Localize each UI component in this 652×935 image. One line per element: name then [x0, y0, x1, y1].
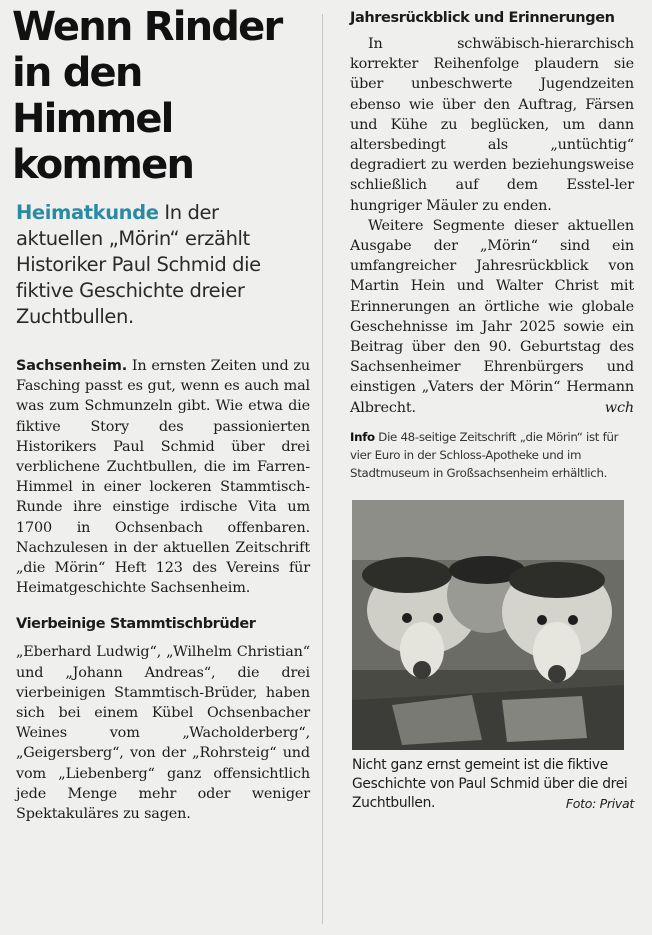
headline-line-1: Wenn Rinder — [12, 4, 282, 50]
section1-paragraph — [16, 642, 310, 824]
info-text: Die 48-seitige Zeitschrift „die Mörin“ ist für vier Euro in der Schloss-Apotheke und im Stadtmuseum in Großsachsenheim erhältlich. — [350, 429, 619, 480]
teaser — [16, 200, 310, 330]
section-heading-2: Jahresrückblick und Erinnerungen — [350, 10, 615, 26]
info-box — [350, 428, 634, 482]
intro-paragraph — [16, 356, 310, 598]
section1-text: „Eberhard Ludwig“, „Wilhelm Christian“ und „Johann Andreas“, die drei vierbeinigen Stammtisch-Brüder, haben sich bei einem Kübel Ochsenbacher Weines vom „Wacholderberg“, „Geigersberg“, von der „Rohrsteig“ und vom „Liebenberg“ ganz offensichtlich jede Menge mehr oder weniger Spektakuläres zu sagen. — [16, 644, 310, 823]
section-heading-1: Vierbeinige Stammtischbrüder — [16, 616, 256, 633]
info-label: Info — [350, 429, 375, 444]
author-signature: wch — [604, 399, 634, 416]
teaser-kicker: Heimatkunde — [16, 201, 159, 224]
photo-credit: Foto: Privat — [565, 795, 634, 811]
article-photo — [352, 500, 624, 750]
photo-caption-block — [352, 756, 634, 813]
photo-caption: Nicht ganz ernst gemeint ist die fiktive Geschichte von Paul Schmid über die drei Zuchtbullen. — [352, 756, 628, 811]
section2-paragraph-2-text: Weitere Segmente dieser aktuellen Ausgabe der „Mörin“ sind ein umfangreicher Jahresrückblick von Martin Hein und Walter Christ mit Erinnerungen an örtliche wie globale Geschehnisse im Jahr 2025 sowie ein Beitrag über den 90. Geburtstag des Sachsenheimer Ehrenbürgers und einstigen „Vaters der Mörin“ Hermann Albrecht. — [350, 217, 634, 416]
column-divider — [322, 14, 323, 924]
teaser-text: In der aktuellen „Mörin“ erzählt Historiker Paul Schmid die fiktive Geschichte dreier Zuchtbullen. — [16, 201, 261, 328]
headline-line-2: in den Himmel — [12, 50, 173, 142]
section2-paragraph-2 — [350, 216, 634, 418]
intro-text: In ernsten Zeiten und zu Fasching passt es gut, wenn es auch mal was zum Schmunzeln gibt. Wie etwa die fiktive Story des passionierten Historikers Paul Schmid über drei verblichene Zuchtbullen, die im Farren-Himmel in einer lockeren Stammtisch-Runde ihre einstige irdische Vita um 1700 in Ochsenbach offenbaren. Nachzulesen in der aktuellen Zeitschrift „die Mörin“ Heft 123 des Vereins für Heimatgeschichte Sachsenheim. — [16, 358, 310, 597]
left-column — [10, 0, 310, 824]
right-column — [342, 0, 634, 813]
bulls-illustration — [352, 500, 624, 750]
dateline: Sachsenheim. — [16, 358, 128, 374]
headline-line-3: kommen — [12, 142, 194, 188]
headline — [12, 4, 310, 188]
section2-paragraph-1: In schwäbisch-hierarchisch korrekter Reihenfolge plaudern sie über unbeschwerte Jugendzeiten ebenso wie über den Auftrag, Färsen und Kühe zu beglücken, um dann altersbedingt als „untüchtig“ degradiert zu werden beziehungsweise schließlich auf dem Esstel-ler hungriger Mäuler zu enden. — [350, 36, 634, 214]
section2-body — [350, 34, 634, 418]
